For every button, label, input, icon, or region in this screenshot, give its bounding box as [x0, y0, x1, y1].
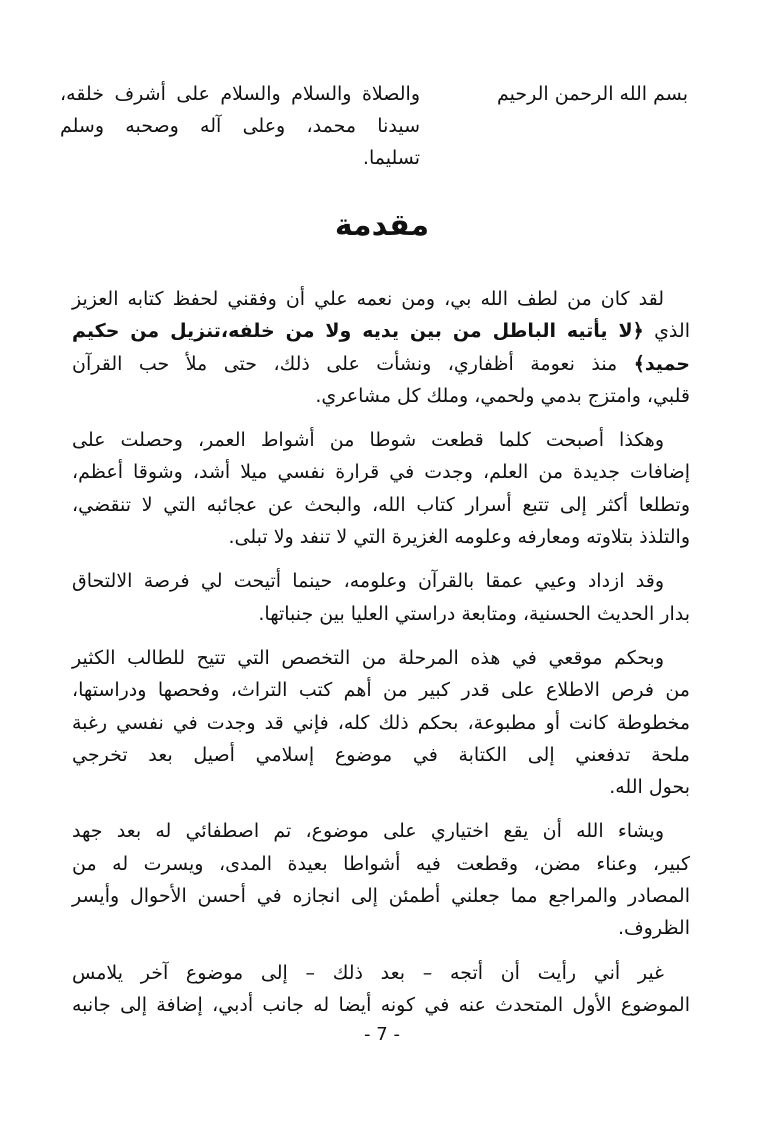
text-line: بدار الحديث الحسنية، ومتابعة دراستي العليا بين جنباتها. — [258, 602, 690, 625]
text-line: ويشاء الله أن يقع اختياري على موضوع، تم اصطفائي له بعد جهد — [72, 820, 664, 843]
paragraph-5 — [72, 815, 690, 944]
quran-verse: ﴿لا يأتيه الباطل من بين يديه ولا من خلفه،تنزيل من حكيم — [72, 320, 644, 343]
text-fragment: منذ نعومة أظفاري، ونشأت على ذلك، حتى ملأ حب القرآن — [72, 352, 618, 375]
text-line: الظروف. — [617, 917, 690, 940]
text-fragment: الذي — [654, 320, 690, 343]
text-line: غير أني رأيت أن أتجه – بعد ذلك – إلى موضوع آخر يلامس — [72, 961, 664, 984]
text-line: بحول الله. — [609, 776, 690, 799]
text-line: ملحة تدفعني إلى الكتابة في موضوع إسلامي أصيل بعد تخرجي — [72, 743, 690, 766]
page-number: - 7 - — [364, 1024, 400, 1045]
paragraph-1 — [72, 283, 690, 412]
quran-verse: حميد﴾ — [633, 352, 690, 375]
paragraph-2 — [72, 424, 690, 553]
text-line: وبحكم موقعي في هذه المرحلة من التخصص التي تتيح للطالب الكثير — [72, 646, 664, 669]
basmala: بسم الله الرحمن الرحيم — [497, 83, 688, 105]
text-line: لقد كان من لطف الله بي، ومن نعمه علي أن وفقني لحفظ كتابه العزيز — [72, 288, 664, 310]
text-line — [72, 348, 690, 380]
text-line: إضافات جديدة من العلم، وجدت في قرارة نفسي ميلا أشد، وشوقا أعظم، — [72, 461, 690, 484]
text-line: من فرص الاطلاع على قدر كبير من أهم كتب التراث، وفحصها ودراستها، — [72, 679, 690, 702]
paragraph-3 — [72, 565, 690, 630]
body-text — [72, 283, 690, 1033]
section-title: مقدمة — [334, 208, 430, 243]
salawat-line: سيدنا محمد، وعلى آله وصحبه وسلم — [60, 115, 420, 137]
text-line: وتطلعا أكثر إلى تتبع أسرار كتاب الله، والبحث عن عجائبه التي لا تنقضي، — [72, 493, 690, 516]
salawat-line: تسليما. — [362, 147, 420, 169]
salawat-block — [60, 78, 420, 174]
paragraph-6 — [72, 957, 690, 1022]
text-line: قلبي، وامتزج بدمي ولحمي، وملك كل مشاعري. — [315, 384, 690, 407]
paragraph-4 — [72, 642, 690, 803]
text-line: مخطوطة كانت أو مطبوعة، بحكم ذلك كله، فإني قد وجدت في نفسي رغبة — [72, 711, 690, 734]
text-line: الموضوع الأول المتحدث عنه في كونه أيضا له جانب أدبي، إضافة إلى جانبه — [72, 993, 690, 1016]
text-line: وهكذا أصبحت كلما قطعت شوطا من أشواط العمر، وحصلت على — [72, 429, 664, 452]
text-line — [72, 315, 690, 347]
text-line: كبير، وعناء مضن، وقطعت فيه أشواطا بعيدة المدى، ويسرت له من — [72, 852, 690, 875]
opening-header — [60, 78, 688, 178]
text-line: وقد ازداد وعيي عمقا بالقرآن وعلومه، حينما أتيحت لي فرصة الالتحاق — [72, 570, 664, 593]
text-line: المصادر والمراجع مما جعلني أطمئن إلى انجازه في أحسن الأحوال وأيسر — [72, 885, 690, 908]
text-line: والتلذذ بتلاوته ومعارفه وعلومه الغزيرة التي لا تنفد ولا تبلى. — [228, 526, 690, 549]
salawat-line: والصلاة والسلام والسلام على أشرف خلقه، — [60, 83, 420, 105]
